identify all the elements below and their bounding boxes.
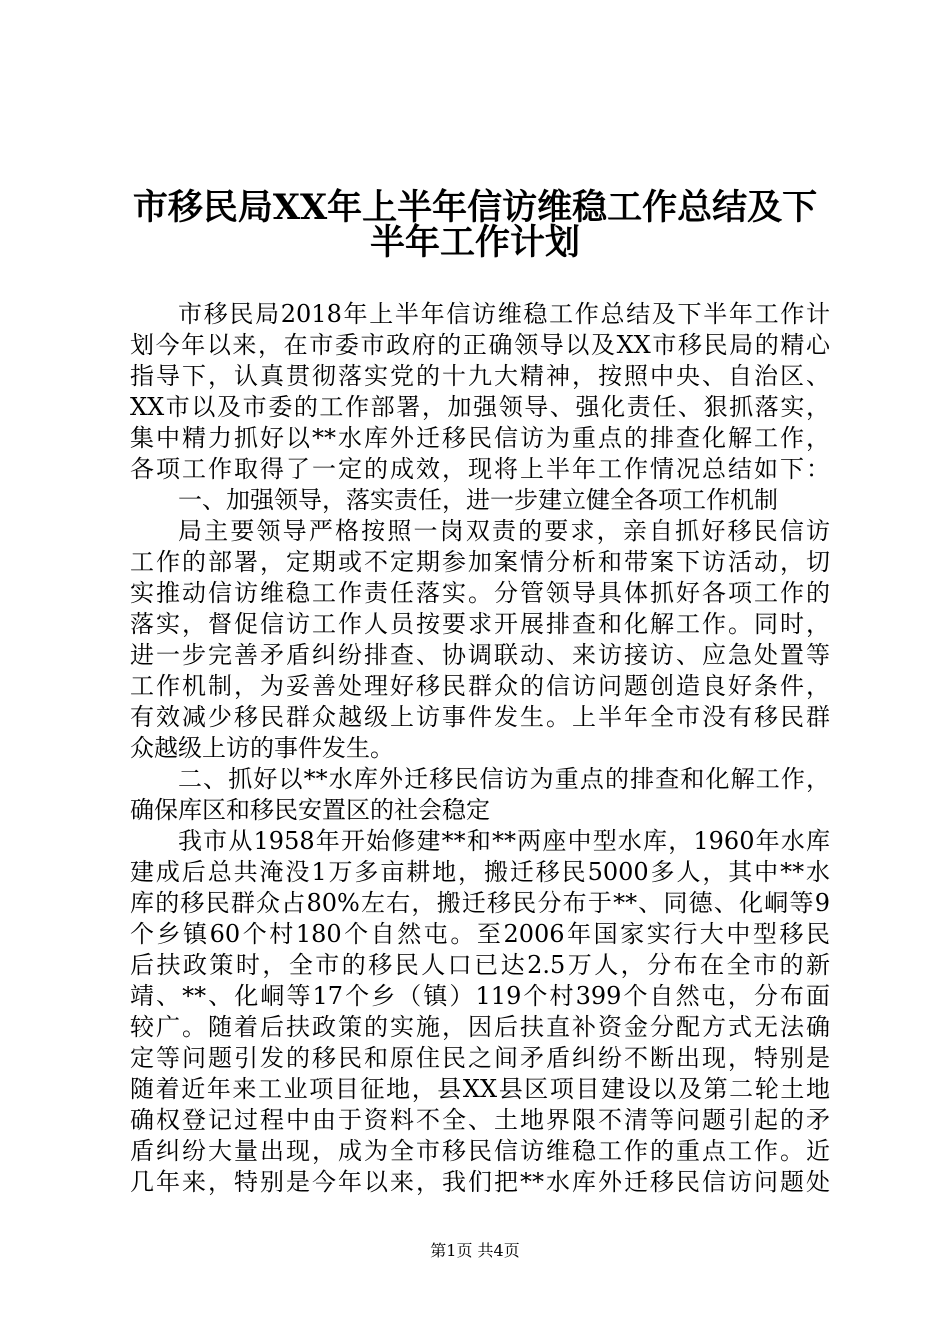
body-line: 进一步完善矛盾纠纷排查、协调联动、来访接访、应急处置等 [130,641,830,669]
body-line: 工作机制，为妥善处理好移民群众的信访问题创造良好条件， [130,672,830,700]
body-line: 靖、**、化峒等17个乡（镇）119个村399个自然屯，分布面 [130,982,830,1010]
body-line: 划今年以来，在市委市政府的正确领导以及XX市移民局的精心 [130,331,830,359]
body-line: 个乡镇60个村180个自然屯。至2006年国家实行大中型移民 [130,920,830,948]
body-line: 较广。随着后扶政策的实施，因后扶直补资金分配方式无法确 [130,1013,830,1041]
body-line: 各项工作取得了一定的成效，现将上半年工作情况总结如下： [130,455,830,483]
body-line: 确权登记过程中由于资料不全、土地界限不清等问题引起的矛 [130,1106,830,1134]
section-heading: 一、加强领导，落实责任，进一步建立健全各项工作机制 [178,486,778,514]
body-line: 市移民局2018年上半年信访维稳工作总结及下半年工作计 [178,300,830,328]
body-line: 集中精力抓好以**水库外迁移民信访为重点的排查化解工作， [130,424,830,452]
body-line: 众越级上访的事件发生。 [130,734,394,762]
body-line: 几年来，特别是今年以来，我们把**水库外迁移民信访问题处 [130,1168,830,1196]
body-line: 随着近年来工业项目征地，县XX县区项目建设以及第二轮土地 [130,1075,830,1103]
body-line: 局主要领导严格按照一岗双责的要求，亲自抓好移民信访 [178,517,830,545]
body-line: 有效减少移民群众越级上访事件发生。上半年全市没有移民群 [130,703,830,731]
section-heading: 二、抓好以**水库外迁移民信访为重点的排查和化解工作， [178,765,830,793]
body-line: XX市以及市委的工作部署，加强领导、强化责任、狠抓落实， [130,393,830,421]
body-line: 我市从1958年开始修建**和**两座中型水库，1960年水库 [178,827,830,855]
body-line: 工作的部署，定期或不定期参加案情分析和带案下访活动，切 [130,548,830,576]
document-title-line-2: 半年工作计划 [369,222,580,263]
body-line: 定等问题引发的移民和原住民之间矛盾纠纷不断出现，特别是 [130,1044,830,1072]
body-line: 落实，督促信访工作人员按要求开展排查和化解工作。同时， [130,610,830,638]
body-line: 后扶政策时，全市的移民人口已达2.5万人，分布在全市的新 [130,951,830,979]
section-heading: 确保库区和移民安置区的社会稳定 [130,796,490,824]
body-line: 指导下，认真贯彻落实党的十九大精神，按照中央、自治区、 [130,362,830,390]
body-line: 建成后总共淹没1万多亩耕地，搬迁移民5000多人，其中**水 [130,858,830,886]
page-number: 第1页 共4页 [430,1241,520,1260]
document-title-line-1: 市移民局XX年上半年信访维稳工作总结及下 [132,187,818,228]
body-line: 实推动信访维稳工作责任落实。分管领导具体抓好各项工作的 [130,579,830,607]
body-line: 盾纠纷大量出现，成为全市移民信访维稳工作的重点工作。近 [130,1137,830,1165]
body-line: 库的移民群众占80%左右，搬迁移民分布于**、同德、化峒等9 [130,889,830,917]
